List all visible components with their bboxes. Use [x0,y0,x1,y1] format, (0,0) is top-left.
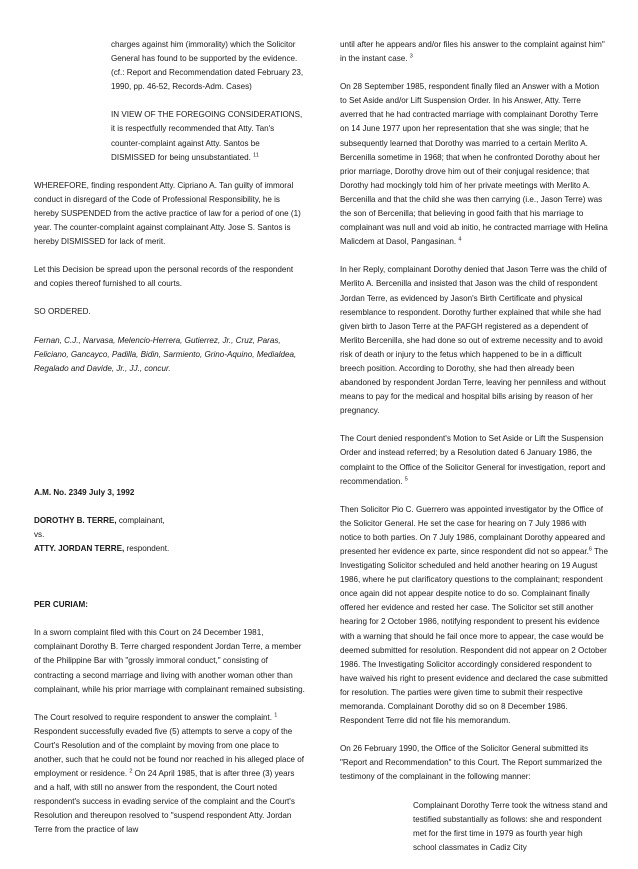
complainant-role: complainant, [116,515,165,525]
per-curiam-heading [34,598,306,612]
wherefore-paragraph: WHEREFORE, finding respondent Atty. Cipriano A. Tan guilty of immoral conduct in disregard of the Code of Professional Responsibility, he is hereby SUSPENDED from the active practice of law for a period of one (1) year. The counter-complaint against complainant Atty. Jose S. Santos is hereby DISMISSED for lack of merit. [34,180,301,247]
concur-text: Fernan, C.J., Narvasa, Melencio-Herrera, Gutierrez, Jr., Cruz, Paras, Feliciano, Gancayco, Padilla, Bidin, Sarmiento, Grino-Aquino, Medialdea, Regalado and Davide, Jr., JJ., concur. [34,335,297,373]
until-text: until after he appears and/or files his answer to the complaint against him" in the instant case. [340,40,605,64]
so-ordered: SO ORDERED. [34,307,91,317]
footnote-ref: 5 [404,475,408,482]
per-curiam-text: PER CURIAM: [34,600,88,610]
versus: vs. [34,529,45,539]
sworn-complaint-paragraph: In a sworn complaint filed with this Court on 24 December 1981, complainant Dorothy B. Terre charged respondent Jordan Terre, a member of the Philippine Bar with "grossly immoral conduct," consisting of contracting a second marriage and living with another woman other than complainant, while his prior marriage with complainant remained subsisting. [34,628,305,694]
footnote-ref: 6 [588,546,592,553]
section-gap [34,390,306,486]
dispositive-paragraph: Let this Decision be spread upon the personal records of the respondent and copies thereof furnished to all courts. [34,265,294,289]
right-column [340,38,608,869]
left-column [34,38,306,852]
respondent-name: ATTY. JORDAN TERRE, [34,544,125,554]
case-caption [34,514,306,556]
investigation-text-b: The Investigating Solicitor scheduled and held another hearing on 19 August 1986, where he put clarificatory questions to the complainant; respondent once again did not appear despite notice to do so. Complainant finally offered her evidence and rested her case. The Solicitor set still another hearing for 2 October 1986, notifying respondent to present his evidence with a warning that should he fail once more to appear, the case would be deemed submitted for resolution. Respondent did not appear on 2 October 1986. The Investigating Solicitor accordingly considered respondent to have waived his right to present evidence and declared the case submitted for resolution. The parties were given time to submit their respective memoranda. Complainant Dorothy did so on 8 December 1986. Respondent Terre did not file his memorandum. [340,547,608,726]
reply-paragraph: In her Reply, complainant Dorothy denied that Jason Terre was the child of Merlito A. Bercenilla and insisted that Jason was the child of respondent Jordan Terre, as evidenced by Jason's Birth Certificate and physical resemblance to respondent. Dorothy further explained that while she had given birth to Jason Terre at the PAFGH registered as a dependent of Merlito Bercenilla, she had done so out of extreme necessity and to avoid risk of death or injury to the fetus which happened to be in a difficult breech position. According to Dorothy, she had then already been abandoned by respondent Jordan Terre, leaving her penniless and without means to pay for the medical and hospital bills arising by reason of her pregnancy. [340,265,607,416]
quoted-paragraph: charges against him (immorality) which the Solicitor General has found to be supported by the evidence. (cf.: Report and Recommendation dated February 23, 1990, pp. 46-52, Records-Adm. Cases) [111,40,304,92]
quoted-recommendation [111,108,306,164]
footnote-ref: 3 [409,53,413,60]
until-paragraph [340,38,608,66]
footnote-ref: 1 [274,712,278,719]
court-resolution-paragraph [34,711,306,838]
quoted-testimony: Complainant Dorothy Terre took the witness stand and testified substantially as follows: she and respondent met for the first time in 1979 as fourth year high school classmates in Cadiz City [413,800,608,852]
recommendation-text: IN VIEW OF THE FOREGOING CONSIDERATIONS, it is respectfully recommended that Atty. Tan's counter-complaint against Atty. Santos be DISMISSED for being unsubstantiated. [111,110,303,162]
court-text-b: Respondent successfully evaded five (5) attempts to serve a copy of the Court's Resolution and of the complaint by moving from one place to another, such that he could not be found nor reached in his alleged place of employment or residence. [34,726,304,779]
respondent-role: respondent. [124,544,170,554]
footnote-ref: 4 [458,236,462,243]
answer-text: On 28 September 1985, respondent finally filed an Answer with a Motion to Set Aside and/or Lift Suspension Order. In his Answer, Atty. Terre averred that he had contracted marriage with complainant Dorothy Terre on 14 June 1977 upon her representation that she was single; that he subsequently learned that Dorothy was married to a certain Merlito A. Bercenilla sometime in 1968; that when he confronted Dorothy about her prior marriage, Dorothy drove him out of their conjugal residence; that Dorothy had mockingly told him of her private meetings with Merlito A. Bercenilla and that the child she was then carrying (i.e., Jason Terre) was the son of Bercenilla; that believing in good faith that his marriage to complainant was null and void ab initio, he contracted marriage with Helina Malicdem at Dasol, Pangasinan. [340,82,608,247]
court-text-c: On 24 April 1985, that is after three (3) years and a half, with still no answer from the respondent, the Court noted respondent's success in evading service of the complaint and the Court's Resolution and thereupon resolved to "suspend respondent Atty. Jordan Terre from the practice of law [34,769,295,835]
court-text-a: The Court resolved to require respondent to answer the complaint. [34,712,272,722]
case-number-text: A.M. No. 2349 July 3, 1992 [34,487,135,497]
answer-paragraph [340,80,608,249]
complainant-name: DOROTHY B. TERRE, [34,515,117,525]
footnote-ref: 2 [129,768,133,775]
caption-gap [34,570,306,598]
report-paragraph: On 26 February 1990, the Office of the Solicitor General submitted its "Report and Recommendation" to this Court. The Report summarized the testimony of the complainant in the following manner: [340,744,603,782]
investigation-paragraph [340,503,608,729]
investigation-text-a: Then Solicitor Pio C. Guerrero was appointed investigator by the Office of the Solicitor General. He set the case for hearing on 7 July 1986 with notice to both parties. On 7 July 1986, complainant Dorothy appeared and presented her evidence ex parte, since respondent did not so appear. [340,504,606,556]
footnote-ref: 11 [253,151,259,158]
case-number [34,486,306,500]
denial-text: The Court denied respondent's Motion to Set Aside or Lift the Suspension Order and instead referred; by a Resolution dated 6 January 1986, the complaint to the Office of the Solicitor General for investigation, report and recommendation. [340,434,606,486]
denial-paragraph [340,432,608,488]
concurring-justices [34,334,306,376]
